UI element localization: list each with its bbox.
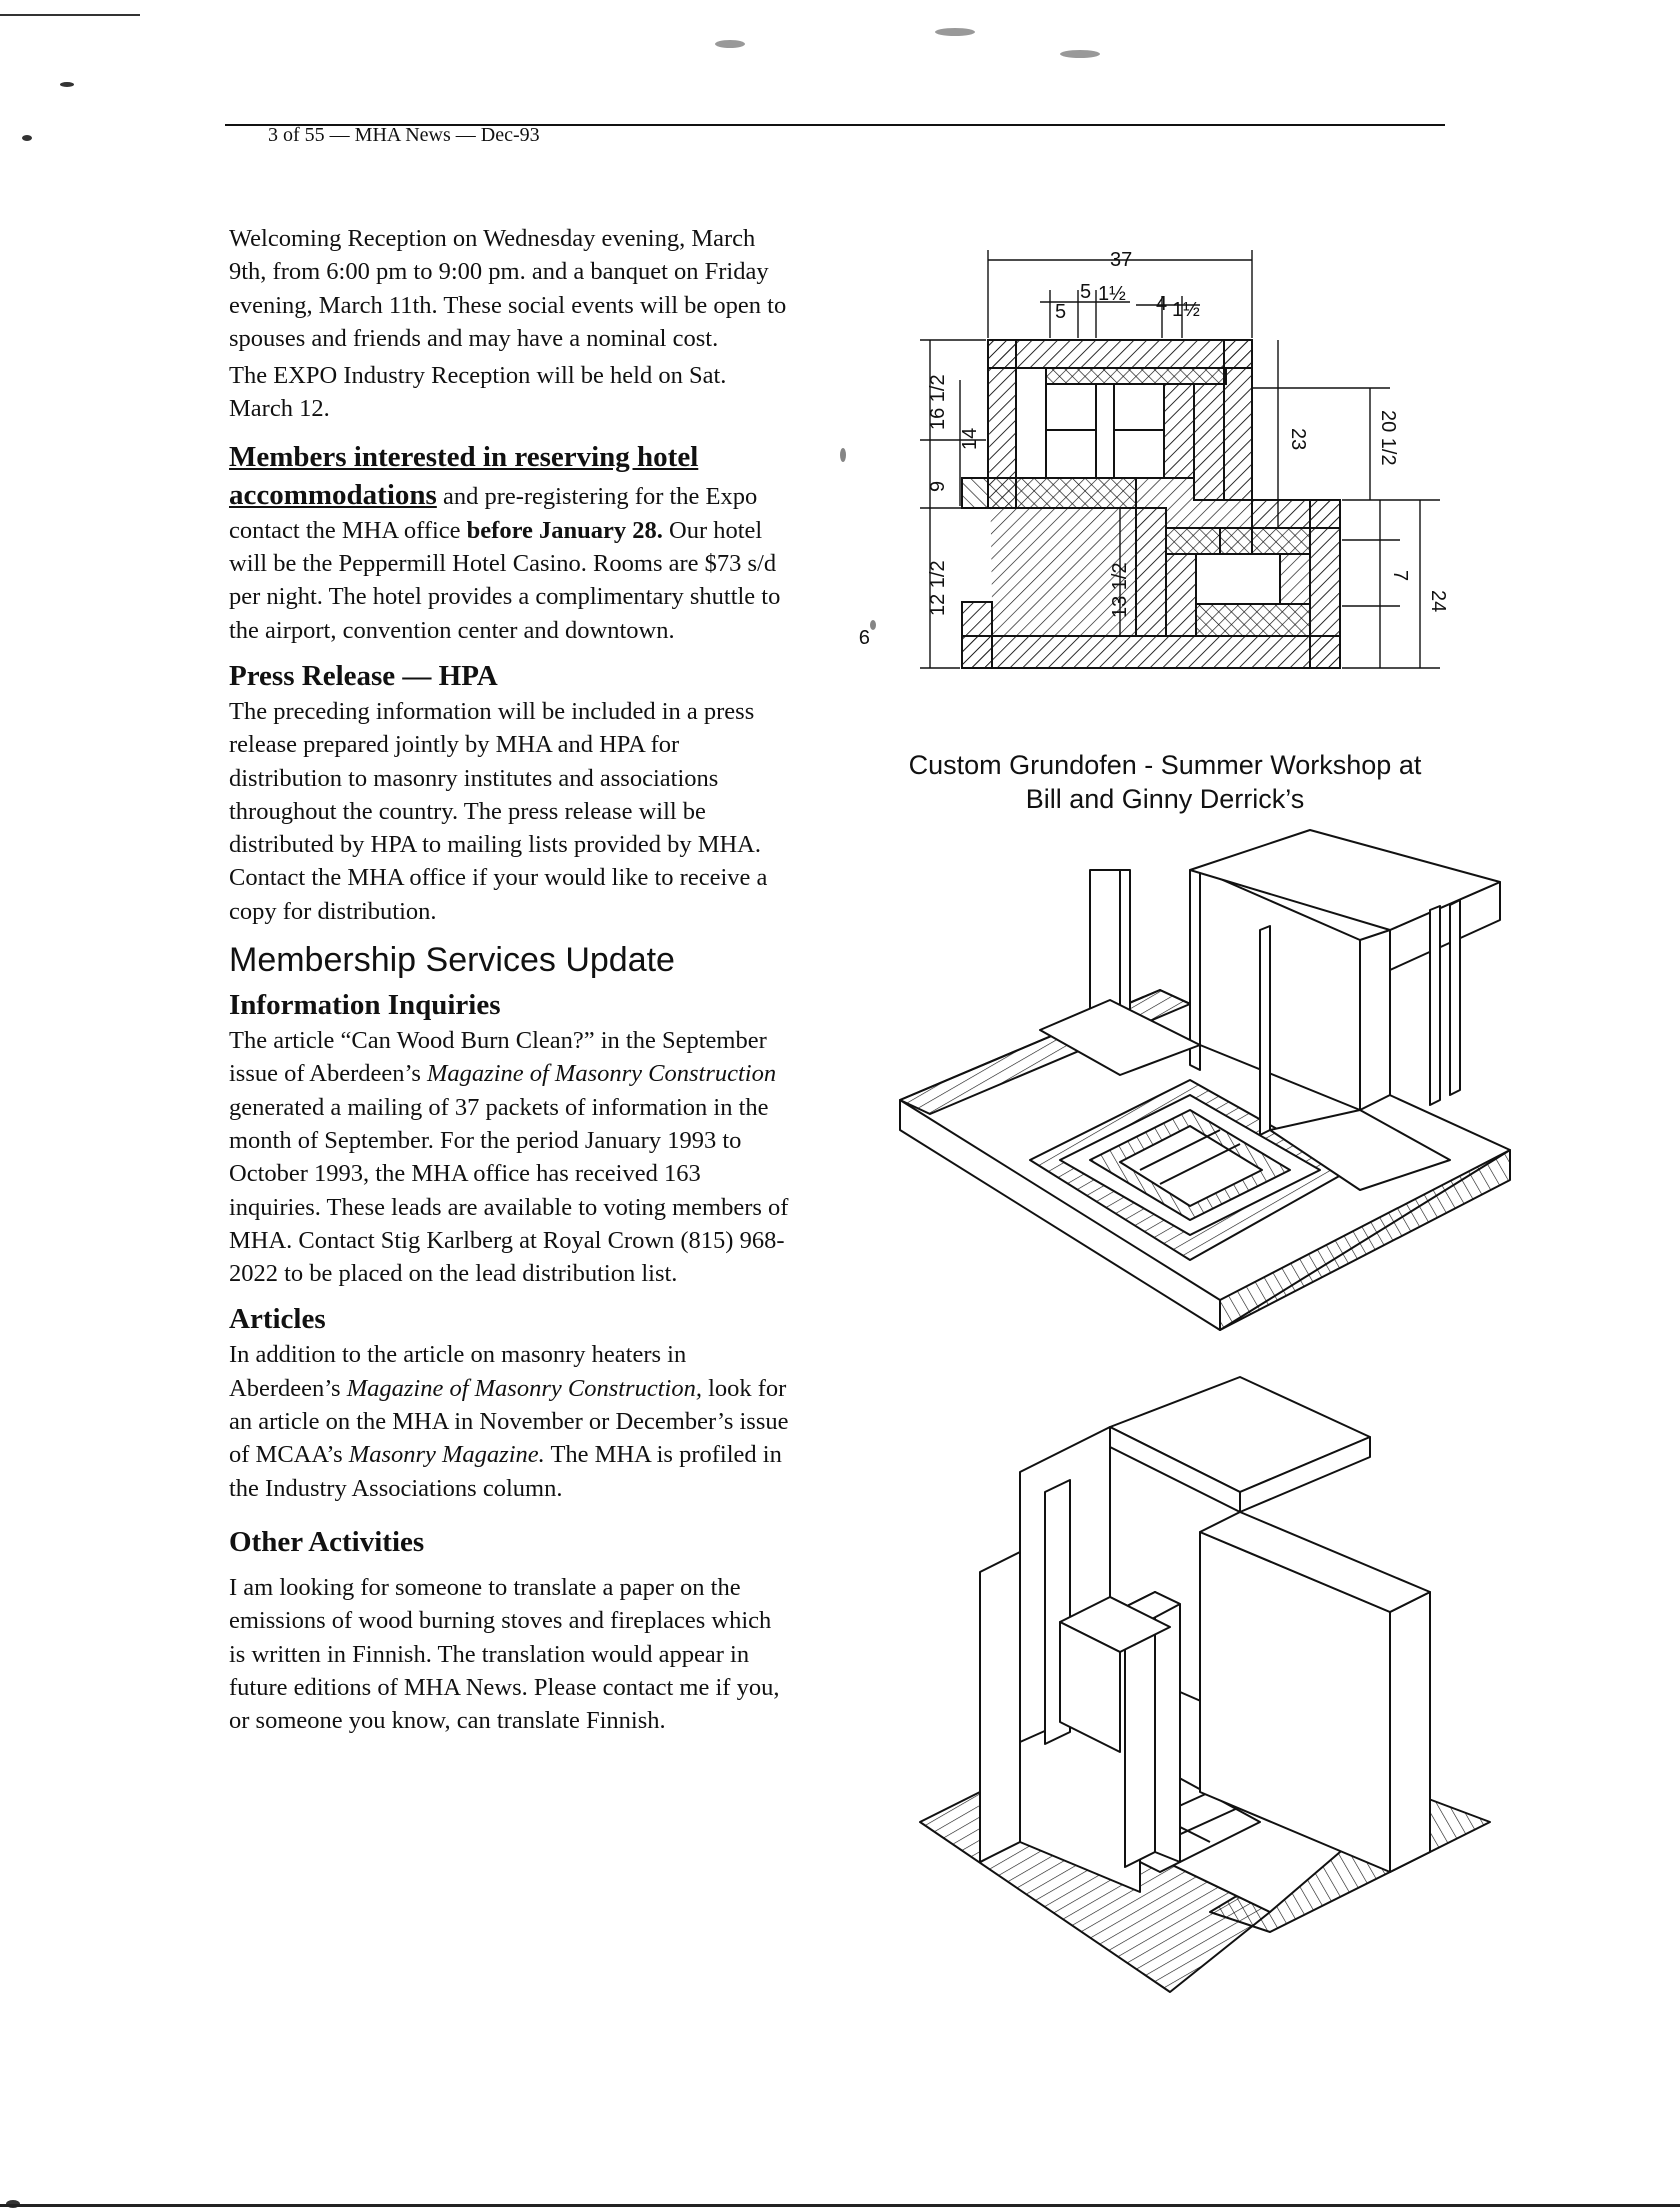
dim-7: 7	[1389, 570, 1411, 582]
scan-edge-top	[0, 14, 140, 16]
inquiries-paragraph	[229, 1024, 789, 1290]
scan-speck	[935, 28, 975, 36]
dim-12-half: 12 1/2	[927, 560, 949, 616]
inquiries-magazine: Magazine of Masonry Construction	[427, 1060, 777, 1088]
caption-line-1: Custom Grundofen - Summer Workshop at	[908, 750, 1422, 780]
figure-caption	[880, 748, 1450, 816]
inquiries-text-1: The article “Can Wood Burn Clean?” in the September issue of Aberdeen’s	[229, 1027, 767, 1088]
dim-24: 24	[1427, 590, 1449, 613]
hotel-deadline: before January 28.	[466, 516, 663, 544]
dim-13-half: 13 1/2	[1109, 562, 1131, 618]
dim-9-b: 9	[858, 625, 870, 647]
articles-text-2: look for an article on the MHA in November or December’s issue of MCAA’s	[229, 1374, 789, 1469]
other-activities-heading: Other Activities	[229, 1525, 425, 1558]
press-release-paragraph: The preceding information will be included in a press release prepared jointly by MHA and HPA for distribution to masonry institutes and associations throughout the country. The press release will be distributed by HPA to mailing lists provided by MHA. Contact the MHA office if your would like to receive a copy for distribution.	[229, 697, 768, 925]
scan-speck	[60, 82, 74, 87]
dim-5b: 5	[1080, 281, 1092, 303]
articles-magazine-1: Magazine of Masonry Construction,	[346, 1374, 702, 1402]
dim-9: 9	[927, 480, 949, 492]
dim-14: 14	[959, 427, 981, 450]
articles-paragraph	[229, 1338, 789, 1504]
dim-37: 37	[1110, 249, 1133, 271]
plan-view-drawing	[858, 230, 1460, 690]
articles-text-3: The MHA is profiled in the Industry Associations column.	[229, 1441, 782, 1502]
caption-line-2: Bill and Ginny Derrick’s	[1025, 784, 1305, 814]
isometric-walls-svg	[910, 1372, 1510, 2002]
scan-speck	[840, 448, 846, 462]
running-head: 3 of 55 — MHA News — Dec-93	[268, 124, 540, 146]
scan-speck	[22, 135, 32, 141]
scan-speck	[715, 40, 745, 48]
dim-23: 23	[1287, 428, 1309, 451]
press-release-heading: Press Release — HPA	[229, 659, 498, 692]
hotel-heading: Members interested in reserving hotel accommodations	[229, 440, 699, 511]
inquiries-text-2: generated a mailing of 37 packets of information in the month of September. For the period January 1993 to October 1993, the MHA office has received 163 inquiries. These leads are available to voting members of MHA. Contact Stig Karlberg at Royal Crown (815) 968-2022 to be placed on the lead distribution list.	[229, 1093, 789, 1288]
scan-edge-bottom	[0, 2204, 1680, 2207]
inquiries-heading: Information Inquiries	[229, 989, 501, 1022]
articles-magazine-2: Masonry Magazine.	[348, 1441, 545, 1469]
scan-speck	[870, 620, 876, 630]
reception-paragraph: Welcoming Reception on Wednesday evening, March 9th, from 6:00 pm to 9:00 pm. and a banquet on Friday evening, March 11th. These social events will be open to spouses and friends and may have a nominal cost.	[229, 225, 787, 352]
isometric-firebox-svg	[890, 870, 1530, 1340]
expo-paragraph: The EXPO Industry Reception will be held on Sat. March 12.	[229, 362, 727, 423]
dim-5a: 5	[1055, 301, 1067, 323]
isometric-drawing-walls	[910, 1372, 1510, 2002]
dim-1half-b: 1½	[1172, 299, 1200, 321]
scan-speck	[1060, 50, 1100, 58]
articles-heading: Articles	[229, 1303, 326, 1336]
dim-20-half: 20 1/2	[1377, 410, 1399, 466]
dim-4: 4	[1156, 293, 1168, 315]
isometric-drawing-firebox	[890, 870, 1530, 1340]
plan-view-svg	[858, 230, 1460, 690]
hotel-paragraph	[229, 438, 789, 647]
hotel-text-2: Our hotel will be the Peppermill Hotel Casino. Rooms are $73 s/d per night. The hotel provides a complimentary shuttle to the airport, convention center and downtown.	[229, 516, 781, 644]
dim-1half-a: 1½	[1098, 283, 1126, 305]
membership-heading: Membership Services Update	[229, 941, 675, 980]
other-activities-paragraph: I am looking for someone to translate a paper on the emissions of wood burning stoves and fireplaces which is written in Finnish. The translation would appear in future editions of MHA News. Please contact me if you, or someone you know, can translate Finnish.	[229, 1573, 780, 1735]
hotel-text-1: and pre-registering for the Expo contact the MHA office	[229, 482, 758, 544]
left-column	[229, 222, 789, 1737]
header-rule	[225, 124, 1445, 126]
articles-text-1: In addition to the article on masonry heaters in Aberdeen’s	[229, 1341, 687, 1402]
dim-16-half: 16 1/2	[927, 374, 949, 430]
